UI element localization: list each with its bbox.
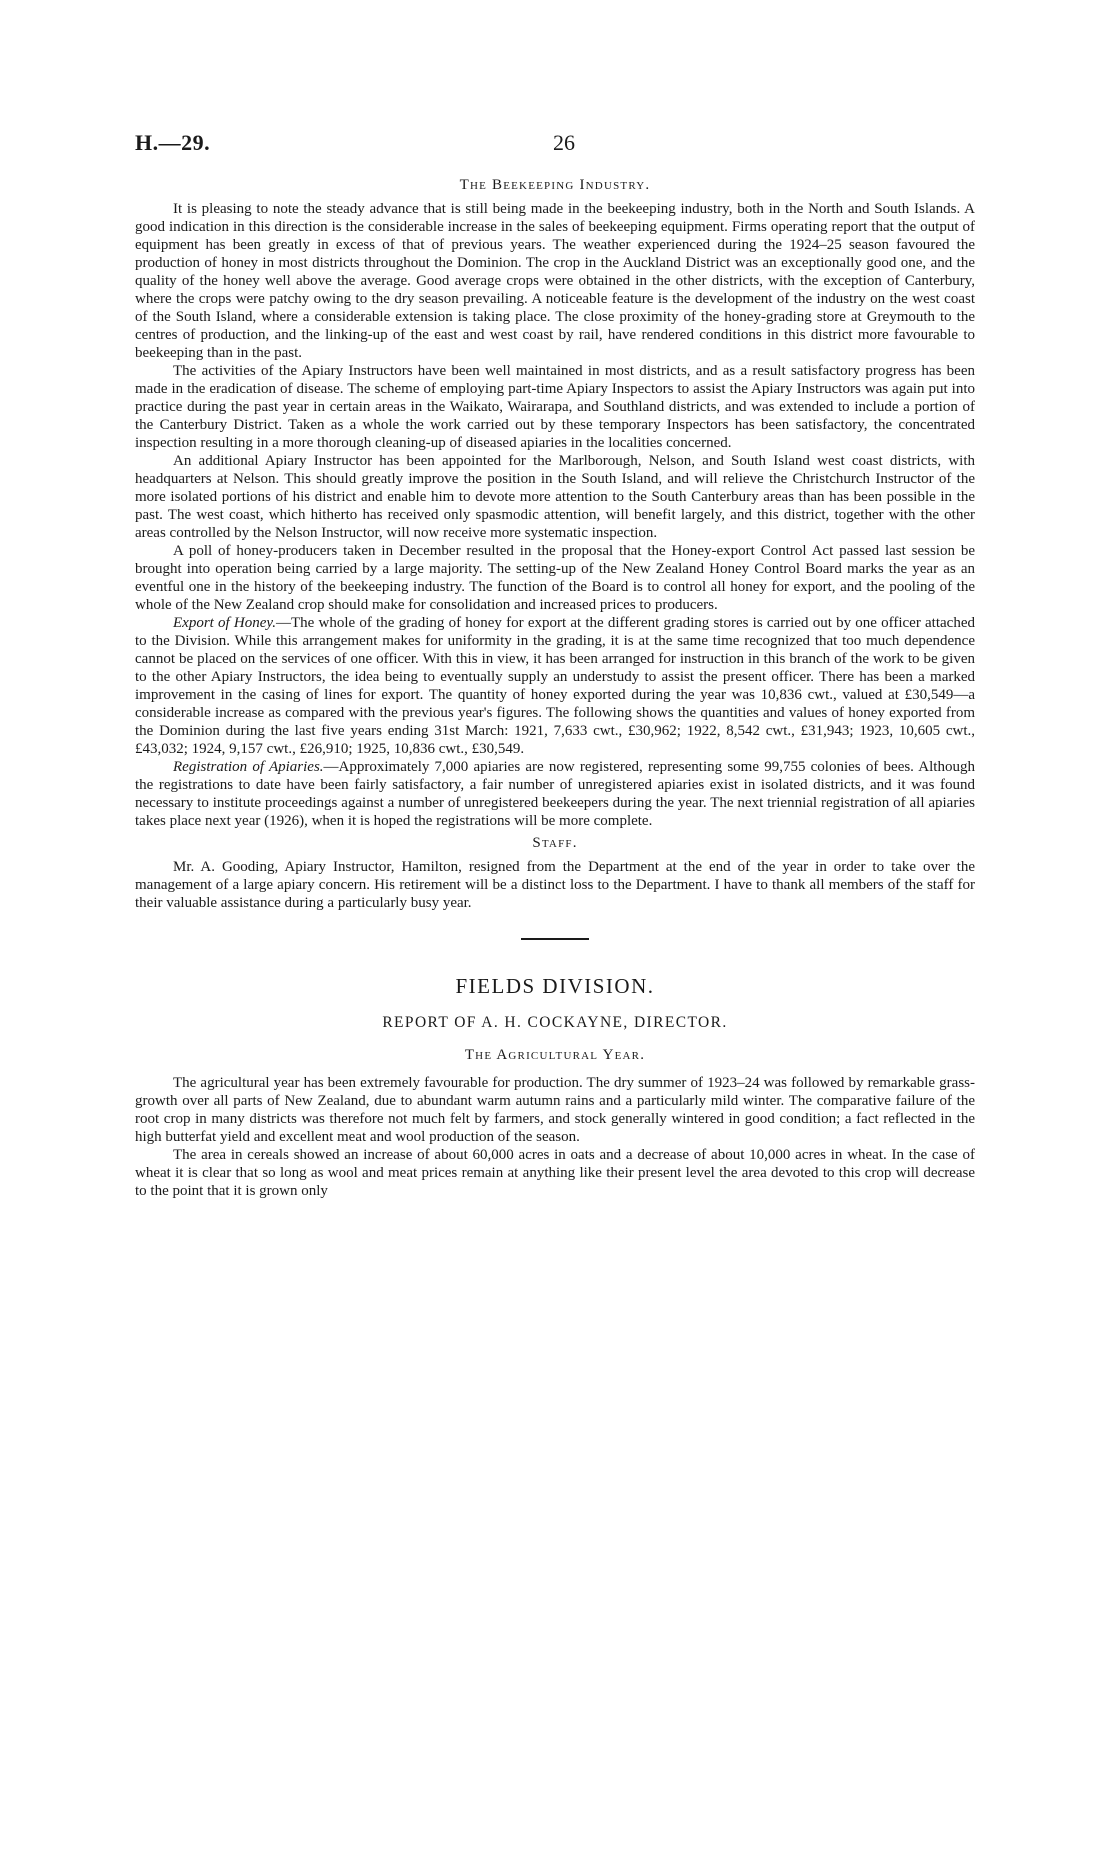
section-heading-agricultural-year: The Agricultural Year. [464, 1047, 646, 1063]
run-in-heading: Export of Honey. [173, 615, 276, 631]
section-divider-rule [521, 938, 589, 940]
section-heading-staff: Staff. [532, 835, 578, 851]
paragraph: The activities of the Apiary Instructors have been well maintained in most districts, and as a result satisfactory progress has been made in the eradication of disease. The scheme of employing part-time Apiary Inspectors to assist the Apiary Instructors was again put into practice during the past year in certain areas in the Waikato, Wairarapa, and Southland districts, and was extended to include a portion of the Canterbury District. Taken as a whole the work carried out by these temporary Inspectors has been satisfactory, the concentrated inspection resulting in a more thorough cleaning-up of diseased apiaries in the localities concerned. [135, 363, 975, 451]
paragraph: Mr. A. Gooding, Apiary Instructor, Hamilton, resigned from the Department at the end of the year in order to take over the management of a large apiary concern. His retirement will be a distinct loss to the Department. I have to thank all members of the staff for their valuable assistance during a particularly busy year. [135, 859, 975, 911]
section-heading-beekeeping: The Beekeeping Industry. [459, 177, 651, 193]
page-body [135, 176, 975, 1200]
document-reference: H.—29. [135, 130, 211, 155]
paragraph: A poll of honey-producers taken in December resulted in the proposal that the Honey-export Control Act passed last session be brought into operation being carried by a large majority. The setting-up of the New Zealand Honey Control Board marks the year as an eventful one in the history of the beekeeping industry. The function of the Board is to control all honey for export, and the pooling of the whole of the New Zealand crop should make for consolidation and increased prices to producers. [135, 543, 975, 613]
page-number: 26 [553, 130, 575, 155]
paragraph-export-of-honey [135, 614, 975, 758]
paragraph-registration-of-apiaries [135, 758, 975, 830]
paragraph: It is pleasing to note the steady advance that is still being made in the beekeeping industry, both in the North and South Islands. A good indication in this direction is the considerable increase in the sales of beekeeping equipment. Firms operating report that the output of equipment has been greatly in excess of that of previous years. The weather experienced during the 1924–25 season favoured the production of honey in most districts throughout the Dominion. The crop in the Auckland District was an exceptionally good one, and the quality of the honey well above the average. Good average crops were obtained in the other districts, with the exception of Canterbury, where the crops were patchy owing to the dry season prevailing. A noticeable feature is the development of the industry on the west coast of the South Island, where a considerable extension is taking place. The close proximity of the honey-grading store at Greymouth to the centres of production, and the linking-up of the east and west coast by rail, have rendered conditions in this district more favourable to beekeeping than in the past. [135, 201, 975, 361]
paragraph-text: —The whole of the grading of honey for export at the different grading stores is carried out by one officer attached to the Division. While this arrangement makes for uniformity in the grading, it is at the same time recognized that too much dependence cannot be placed on the services of one officer. With this in view, it has been arranged for instruction in this branch of the work to be given to the other Apiary Instructors, the idea being to eventually supply an understudy to assist the present officer. There has been a marked improvement in the casing of lines for export. The quantity of honey exported during the year was 10,836 cwt., valued at £30,549—a considerable increase as compared with the previous year's figures. The following shows the quantities and values of honey exported from the Dominion during the last five years ending 31st March: 1921, 7,633 cwt., £30,962; 1922, 8,542 cwt., £31,943; 1923, 10,605 cwt., £43,032; 1924, 9,157 cwt., £26,910; 1925, 10,836 cwt., £30,549. [135, 615, 975, 757]
division-title: FIELDS DIVISION. [455, 974, 655, 998]
running-header [135, 130, 975, 160]
paragraph-text: —Approximately 7,000 apiaries are now registered, representing some 99,755 colonies of bees. Although the registrations to date have been fairly satisfactory, a fair number of unregistered apiaries exist in isolated districts, and it was found necessary to institute proceedings against a number of unregistered beekeepers during the year. The next triennial registration of all apiaries takes place next year (1926), when it is hoped the registrations will be more complete. [135, 759, 975, 829]
paragraph: The agricultural year has been extremely favourable for production. The dry summer of 1923–24 was followed by remarkable grass-growth over all parts of New Zealand, due to abundant warm autumn rains and a particularly mild winter. The comparative failure of the root crop in many districts was therefore not much felt by farmers, and stock generally wintered in good condition; a fact reflected in the high butterfat yield and excellent meat and wool production of the season. [135, 1075, 975, 1145]
paragraph: The area in cereals showed an increase of about 60,000 acres in oats and a decrease of about 10,000 acres in wheat. In the case of wheat it is clear that so long as wool and meat prices remain at anything like their present level the area devoted to this crop will decrease to the point that it is grown only [135, 1147, 975, 1199]
report-title: REPORT OF A. H. COCKAYNE, DIRECTOR. [382, 1014, 728, 1031]
run-in-heading: Registration of Apiaries. [173, 759, 324, 775]
paragraph: An additional Apiary Instructor has been appointed for the Marlborough, Nelson, and South Island west coast districts, with headquarters at Nelson. This should greatly improve the position in the South Island, and will relieve the Christchurch Instructor of the more isolated portions of his district and enable him to devote more attention to the South Canterbury areas than has been possible in the past. The west coast, which hitherto has received only spasmodic attention, will benefit largely, and this district, together with the other areas controlled by the Nelson Instructor, will now receive more systematic inspection. [135, 453, 975, 541]
